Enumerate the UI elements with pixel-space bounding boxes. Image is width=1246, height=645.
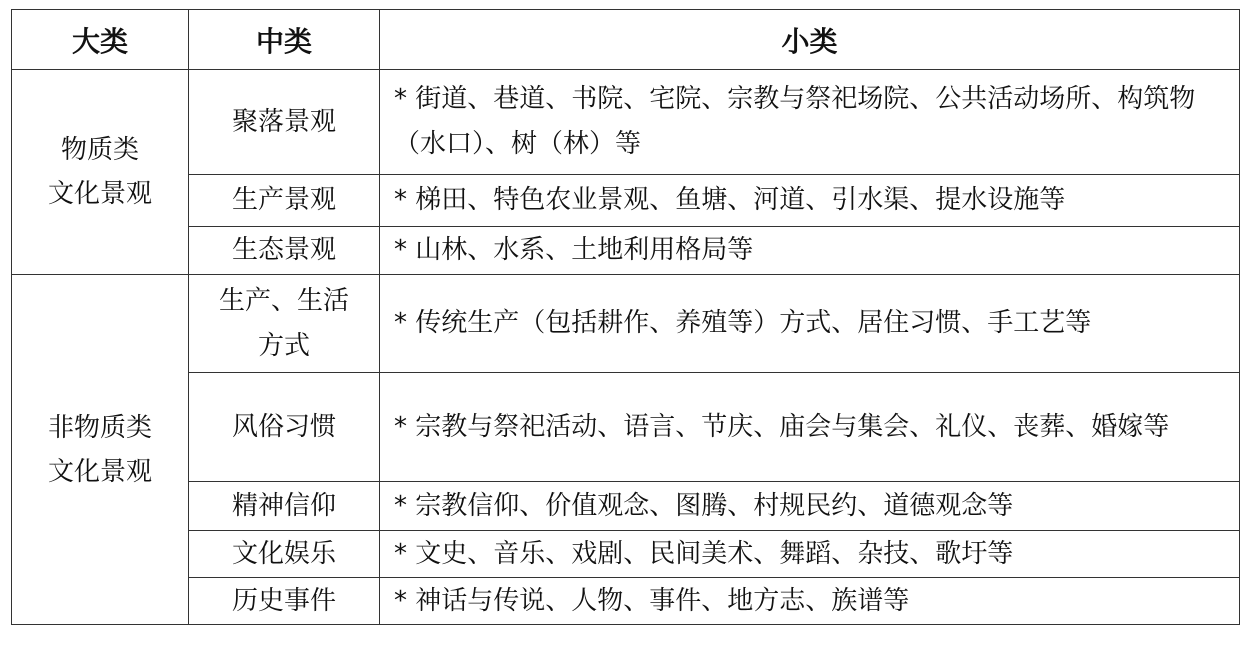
table-header-row bbox=[12, 10, 1240, 70]
table-row bbox=[12, 373, 1240, 482]
mid-label: 风俗习惯 bbox=[231, 411, 336, 442]
major-category-intangible bbox=[12, 275, 189, 625]
table-row bbox=[12, 275, 1240, 373]
mid-category bbox=[189, 373, 380, 482]
table-row bbox=[12, 227, 1240, 275]
table-row bbox=[12, 531, 1240, 578]
minor-category: * 宗教信仰、价值观念、图腾、村规民约、道德观念等 bbox=[380, 482, 1240, 531]
major-label: 物质类 文化景观 bbox=[47, 135, 152, 209]
mid-label: 聚落景观 bbox=[231, 106, 336, 137]
mid-label: 精神信仰 bbox=[231, 490, 336, 521]
header-minor: 小类 bbox=[380, 10, 1240, 70]
table-row bbox=[12, 482, 1240, 531]
mid-label: 生产、生活 方式 bbox=[218, 285, 349, 361]
major-label: 非物质类 文化景观 bbox=[47, 412, 152, 487]
mid-category bbox=[189, 175, 380, 227]
mid-category bbox=[189, 531, 380, 578]
header-major: 大类 bbox=[12, 10, 189, 70]
minor-category: * 神话与传说、人物、事件、地方志、族谱等 bbox=[380, 578, 1240, 625]
minor-category: * 文史、音乐、戏剧、民间美术、舞蹈、杂技、歌圩等 bbox=[380, 531, 1240, 578]
mid-label: 生产景观 bbox=[231, 185, 336, 215]
mid-label: 生态景观 bbox=[231, 235, 336, 265]
minor-category: * 山林、水系、土地利用格局等 bbox=[380, 227, 1240, 275]
table-row bbox=[12, 578, 1240, 625]
minor-category: * 宗教与祭祀活动、语言、节庆、庙会与集会、礼仪、丧葬、婚嫁等 bbox=[380, 373, 1240, 482]
mid-category bbox=[189, 227, 380, 275]
minor-category: * 街道、巷道、书院、宅院、宗教与祭祀场院、公共活动场所、构筑物（水口）、树（林）等 bbox=[380, 70, 1240, 175]
table-row bbox=[12, 175, 1240, 227]
major-category-material bbox=[12, 70, 189, 275]
minor-category: * 传统生产（包括耕作、养殖等）方式、居住习惯、手工艺等 bbox=[380, 275, 1240, 373]
header-mid: 中类 bbox=[189, 10, 380, 70]
mid-category bbox=[189, 275, 380, 373]
mid-label: 历史事件 bbox=[231, 585, 336, 616]
mid-label: 文化娱乐 bbox=[231, 538, 336, 569]
minor-category: * 梯田、特色农业景观、鱼塘、河道、引水渠、提水设施等 bbox=[380, 175, 1240, 227]
mid-category bbox=[189, 482, 380, 531]
cultural-landscape-table bbox=[11, 9, 1240, 625]
table-row bbox=[12, 70, 1240, 175]
mid-category bbox=[189, 70, 380, 175]
mid-category bbox=[189, 578, 380, 625]
